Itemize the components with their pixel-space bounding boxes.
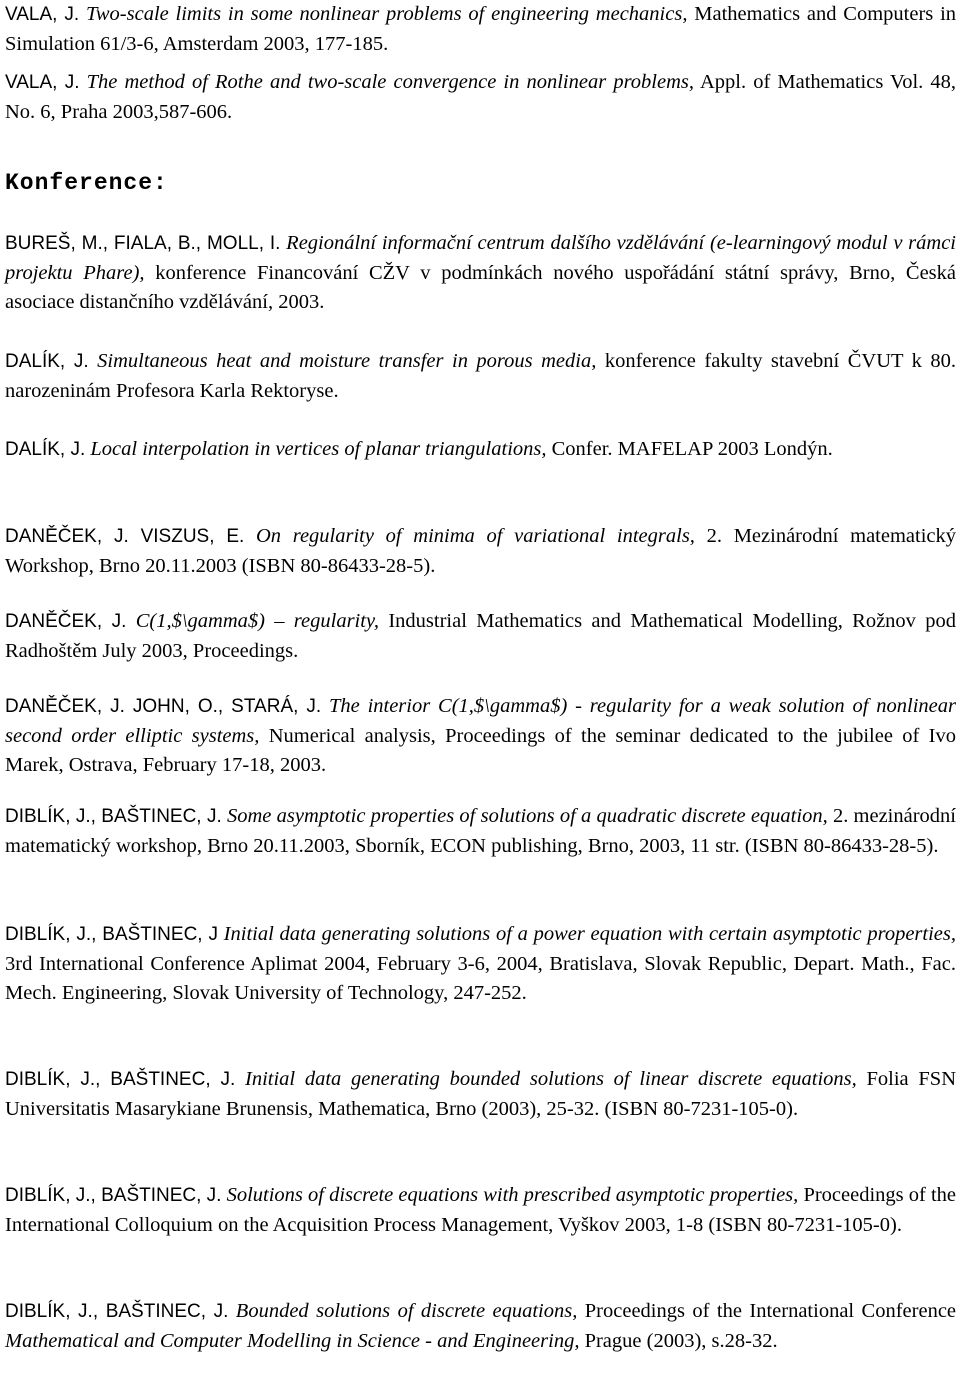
- reference-title: Initial data generating solutions of a power equation with certain asymptotic properties,: [223, 923, 956, 945]
- reference-entry: [5, 1065, 956, 1124]
- reference-authors: VALA, J.: [5, 72, 80, 93]
- reference-entry: [5, 1181, 956, 1240]
- reference-authors: DIBLÍK, J., BAŠTINEC, J: [5, 924, 218, 945]
- reference-entry: [5, 522, 956, 581]
- reference-details: Numerical analysis, Proceedings of the seminar dedicated to the jubilee of Ivo Marek, Ostrava, February 17-18, 2003.: [5, 724, 957, 776]
- reference-authors: DIBLÍK, J., BAŠTINEC, J.: [5, 1185, 222, 1206]
- reference-title: Two-scale limits in some nonlinear problems of engineering mechanics,: [85, 3, 688, 25]
- reference-authors: BUREŠ, M., FIALA, B., MOLL, I.: [5, 233, 281, 254]
- reference-details: Industrial Mathematics and Mathematical Modelling, Rožnov pod Radhoštěm July 2003, Proceedings.: [5, 610, 956, 662]
- reference-title: Solutions of discrete equations with prescribed asymptotic properties,: [226, 1184, 799, 1206]
- reference-entry: [5, 229, 956, 318]
- reference-entry: [5, 1297, 956, 1356]
- reference-details: konference Financování CŽV v podmínkách nového uspořádání státní správy, Brno, Česká asociace distančního vzdělávání, 2003.: [5, 261, 956, 313]
- reference-details: 2. mezinárodní matematický workshop, Brno 20.11.2003, Sborník, ECON publishing, Brno, 2003, 11 str. (ISBN 80-86433-28-5).: [5, 805, 957, 857]
- reference-authors: DALÍK, J.: [5, 351, 89, 372]
- reference-title: C(1,$\gamma$) – regularity,: [135, 610, 380, 632]
- reference-details: 3rd International Conference Aplimat 2004, February 3-6, 2004, Bratislava, Slovak Republic, Depart. Math., Fac. Mech. Engineering, Slovak University of Technology, 247-252.: [5, 952, 956, 1004]
- reference-entry: [5, 435, 956, 465]
- reference-details: Appl. of Mathematics Vol. 48, No. 6, Praha 2003,587-606.: [5, 71, 957, 123]
- reference-title-continued: Mathematical and Computer Modelling in Science - and Engineering,: [5, 1329, 580, 1352]
- reference-authors: DALÍK, J.: [5, 439, 86, 460]
- reference-entry: [5, 607, 956, 666]
- reference-entry: [5, 802, 956, 861]
- section-heading: Konference:: [5, 170, 168, 196]
- reference-entry: [5, 68, 956, 127]
- reference-authors: VALA, J.: [5, 4, 80, 25]
- reference-authors: DIBLÍK, J., BAŠTINEC, J.: [5, 806, 222, 827]
- reference-authors: DANĚČEK, J.: [5, 611, 127, 632]
- reference-title: Local interpolation in vertices of planar triangulations,: [90, 438, 547, 460]
- reference-entry: [5, 0, 956, 59]
- reference-title: Initial data generating bounded solutions of linear discrete equations,: [245, 1068, 857, 1090]
- reference-authors: DANĚČEK, J. JOHN, O., STARÁ, J.: [5, 696, 322, 717]
- reference-title: Simultaneous heat and moisture transfer in porous media,: [97, 350, 597, 372]
- reference-title: The interior C(1,$\gamma$) - regularity for a weak solution of nonlinear second order elliptic systems,: [5, 695, 956, 747]
- reference-details: Confer. MAFELAP 2003 Londýn.: [551, 438, 833, 460]
- reference-details-continued: Prague (2003), s.28-32.: [584, 1329, 778, 1352]
- reference-authors: DIBLÍK, J., BAŠTINEC, J.: [5, 1301, 229, 1322]
- reference-details: Folia FSN Universitatis Masarykiane Brunensis, Mathematica, Brno (2003), 25-32. (ISBN 80-7231-105-0).: [5, 1068, 956, 1120]
- reference-title: Regionální informační centrum dalšího vzdělávání (e-learningový modul v rámci projektu Phare),: [5, 232, 956, 284]
- reference-details: Mathematics and Computers in Simulation 61/3-6, Amsterdam 2003, 177-185.: [5, 3, 957, 55]
- reference-authors: DIBLÍK, J., BAŠTINEC, J.: [5, 1069, 236, 1090]
- reference-details: Proceedings of the International Colloquium on the Acquisition Process Management, Vyškov 2003, 1-8 (ISBN 80-7231-105-0).: [5, 1184, 957, 1236]
- reference-title: Some asymptotic properties of solutions of a quadratic discrete equation,: [227, 805, 828, 827]
- reference-authors: DANĚČEK, J. VISZUS, E.: [5, 526, 245, 547]
- reference-details: 2. Mezinárodní matematický Workshop, Brno 20.11.2003 (ISBN 80-86433-28-5).: [5, 525, 957, 577]
- reference-title: The method of Rothe and two-scale convergence in nonlinear problems,: [86, 71, 694, 93]
- reference-entry: [5, 347, 956, 406]
- reference-details: Proceedings of the International Conference: [584, 1300, 957, 1322]
- reference-entry: [5, 692, 956, 781]
- reference-details: konference fakulty stavební ČVUT k 80. narozeninám Profesora Karla Rektoryse.: [5, 350, 957, 402]
- reference-entry: [5, 920, 956, 1009]
- reference-title: Bounded solutions of discrete equations,: [235, 1300, 578, 1322]
- reference-title: On regularity of minima of variational integrals,: [256, 525, 695, 547]
